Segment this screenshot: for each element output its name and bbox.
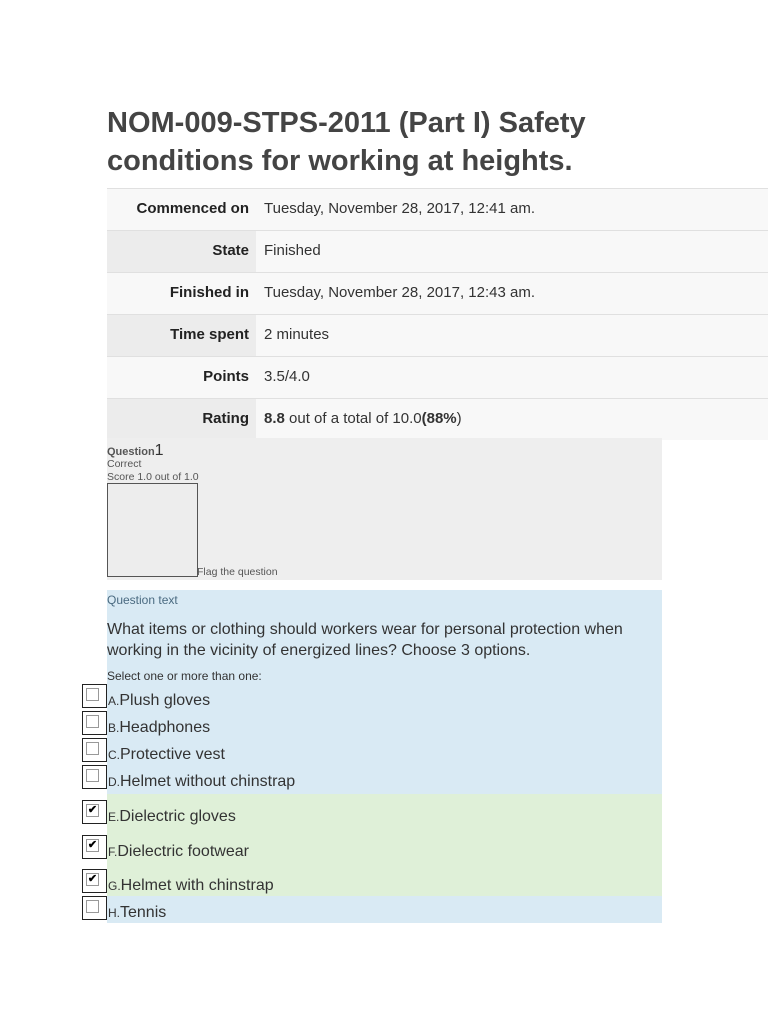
answer-option-text: Helmet without chinstrap [120, 773, 296, 790]
summary-value: Finished [264, 242, 321, 259]
answer-option[interactable] [82, 765, 662, 793]
summary-label: Commenced on [136, 200, 249, 217]
summary-row-finished [107, 273, 768, 315]
summary-row-started [107, 189, 768, 231]
checkbox-empty-icon [86, 900, 99, 913]
rating-percent: 88% [426, 410, 457, 427]
page-title: NOM-009-STPS-2011 (Part I) Safety conditions for working at heights. [107, 107, 586, 177]
summary-value: Tuesday, November 28, 2017, 12:43 am. [264, 284, 535, 301]
answer-option[interactable] [82, 738, 662, 766]
rating-percent-close: ) [456, 410, 462, 427]
answer-option-letter: B. [108, 721, 120, 735]
answer-option-text: Plush gloves [119, 692, 211, 709]
answer-option-letter: H. [108, 906, 120, 920]
question-text-label: Question text [107, 593, 178, 607]
summary-row-state [107, 231, 768, 273]
answer-option-label [108, 808, 236, 826]
flag-question-link[interactable]: Flag the question [197, 566, 278, 578]
answer-option-letter: D. [108, 775, 120, 789]
checkmark-icon: ✔ [87, 873, 98, 885]
checkbox-empty-icon [86, 715, 99, 728]
summary-row-points [107, 357, 768, 399]
answer-option-text: Headphones [119, 719, 211, 736]
summary-row-rating [107, 399, 768, 441]
question-text: What items or clothing should workers wear for personal protection when working in the vicinity of energized lines? Choose 3 options. [107, 621, 623, 659]
summary-value: Tuesday, November 28, 2017, 12:41 am. [264, 200, 535, 217]
answer-option-text: Dielectric gloves [119, 808, 236, 825]
summary-value [264, 399, 768, 427]
answer-option-label [108, 877, 274, 895]
answer-option[interactable] [82, 835, 662, 863]
rating-percent-open: ( [421, 410, 427, 427]
answer-option-letter: A. [108, 694, 120, 708]
answer-option[interactable] [82, 896, 662, 924]
answer-option-letter: F. [108, 845, 118, 859]
answer-checkbox[interactable] [82, 869, 107, 893]
answer-option-letter: G. [108, 879, 121, 893]
question-state: Correct [107, 458, 142, 470]
answer-option-text: Protective vest [120, 746, 225, 763]
answer-checkbox[interactable] [82, 896, 107, 920]
answer-option-label [108, 746, 225, 764]
answer-option[interactable] [82, 869, 662, 897]
answer-option-label [108, 692, 210, 710]
answer-option-label [108, 773, 295, 791]
answer-checkbox[interactable] [82, 765, 107, 789]
answer-option-text: Helmet with chinstrap [120, 877, 274, 894]
answer-option-letter: C. [108, 748, 120, 762]
checkbox-empty-icon [86, 742, 99, 755]
rating-score: 8.8 [264, 410, 285, 427]
answer-checkbox[interactable] [82, 738, 107, 762]
question-grade: Score 1.0 out of 1.0 [107, 471, 199, 483]
answer-option-label [108, 719, 210, 737]
summary-label: Time spent [170, 326, 249, 343]
summary-value: 2 minutes [264, 326, 330, 343]
checkbox-empty-icon [86, 688, 99, 701]
checkmark-icon: ✔ [87, 839, 98, 851]
question-info-panel [107, 438, 662, 580]
answer-option-text: Dielectric footwear [117, 843, 249, 860]
answer-prompt: Select one or more than one: [107, 669, 262, 683]
checkmark-icon: ✔ [87, 804, 98, 816]
answer-checkbox[interactable] [82, 684, 107, 708]
answer-option-text: Tennis [120, 904, 167, 921]
summary-row-time [107, 315, 768, 357]
answer-option[interactable] [82, 800, 662, 828]
answer-option-label [108, 843, 249, 861]
attempt-summary-table [107, 188, 768, 440]
answer-option[interactable] [82, 711, 662, 739]
summary-value: 3.5/4.0 [264, 368, 310, 385]
flag-question-image[interactable] [107, 483, 198, 577]
answer-option[interactable] [82, 684, 662, 712]
question-number: Question1 [107, 442, 164, 459]
summary-label: Rating [202, 410, 249, 427]
checkbox-empty-icon [86, 769, 99, 782]
answer-checkbox[interactable] [82, 800, 107, 824]
answer-checkbox[interactable] [82, 711, 107, 735]
answer-checkbox[interactable] [82, 835, 107, 859]
summary-label: Finished in [169, 284, 249, 301]
summary-label: Points [203, 368, 249, 385]
question-number-value: 1 [154, 442, 164, 459]
summary-label: State [212, 242, 249, 259]
rating-mid-text: out of a total of 10.0 [284, 410, 422, 427]
answer-option-label [108, 904, 166, 922]
answer-option-letter: E. [108, 810, 120, 824]
